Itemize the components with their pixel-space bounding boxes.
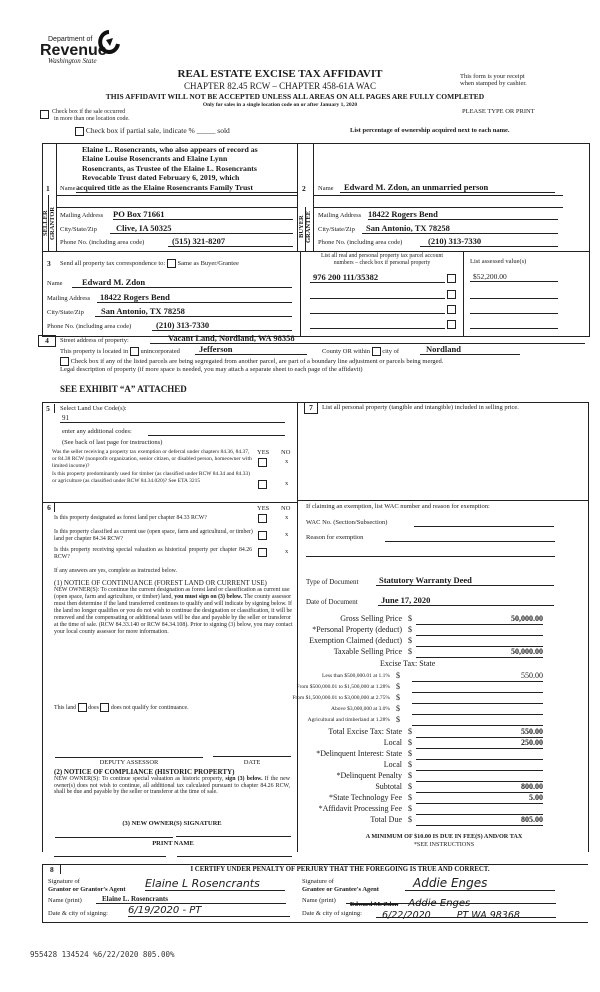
current-use-question: Is this property classified as current use (open space, farm and agricultural, or timber) land per chapter 84.34 RCW? <box>54 529 253 542</box>
assessed-value-field[interactable] <box>470 288 558 299</box>
delinquent-local-field[interactable] <box>416 760 543 771</box>
personal-property-field[interactable] <box>416 625 543 636</box>
yes-header: YES <box>257 449 270 456</box>
tier5-field[interactable] <box>412 715 543 726</box>
taxable-selling-price-label: Taxable Selling Price <box>333 647 402 656</box>
delinquent-state-label: *Delinquent Interest: State <box>316 749 402 758</box>
notice-compliance-text: NEW OWNER(S): To continue special valuation as historic property, <box>54 775 224 782</box>
historical-question: Is this property receiving special valuation as historical property per chapter 84.26 RCW? <box>54 547 252 560</box>
currency-symbol: $ <box>408 738 412 747</box>
new-owner-signature-label: (3) NEW OWNER(S) SIGNATURE <box>122 820 222 827</box>
historical-no-mark[interactable]: x <box>285 548 289 555</box>
document-type-field[interactable]: Statutory Warranty Deed <box>376 575 554 586</box>
correspondence-phone-field[interactable]: (210) 313-7330 <box>152 320 292 331</box>
buyer-side-label: BUYER GRANTEE <box>298 210 312 244</box>
form-only-for: Only for sales in a single location code on or after January 1, 2020 <box>202 102 358 108</box>
grantee-name-struck: Edward M. Zdon <box>350 901 399 908</box>
assessed-value-field[interactable]: $52,200.00 <box>470 272 558 282</box>
subtotal-field[interactable]: 800.00 <box>416 782 543 793</box>
tech-fee-label: *State Technology Fee <box>328 793 402 802</box>
personal-property-checkbox[interactable] <box>447 290 456 299</box>
form-subtitle: CHAPTER 82.45 RCW – CHAPTER 458-61A WAC <box>184 81 376 91</box>
local-row <box>300 738 550 749</box>
logo-dept-text: Department of <box>48 36 93 43</box>
personal-property-checkbox[interactable] <box>447 305 456 314</box>
currency-symbol: $ <box>408 815 412 824</box>
personal-property-label: *Personal Property (deduct) <box>312 625 402 634</box>
taxable-selling-price-field[interactable]: 50,000.00 <box>416 647 543 658</box>
personal-property-label: List all personal property (tangible and intangible) included in selling price. <box>322 404 519 411</box>
same-as-buyer-label: Same as Buyer/Grantee <box>177 259 239 267</box>
property-section-number: 4 <box>38 335 56 347</box>
delinquent-local-row <box>300 760 550 771</box>
processing-fee-field[interactable] <box>416 804 543 815</box>
grantor-date-field[interactable]: 6/19/2020 - PT <box>128 905 290 917</box>
cashier-stamp: 955428 134524 %6/22/2020 805.00% <box>30 950 175 959</box>
street-address-field[interactable]: Vacant Land, Nordland, WA 98358 <box>150 333 585 344</box>
notice-continuance-text: NEW OWNER(S): To continue the current designation as forest land or classification as current use (open space, farm and agriculture, or timber) land, <box>54 587 290 600</box>
notice-compliance-title: (2) NOTICE OF COMPLIANCE (HISTORIC PROPERTY) <box>54 768 235 776</box>
within-city-checkbox[interactable] <box>372 347 381 356</box>
grantor-sig-label-1: Signature of <box>48 878 80 885</box>
street-address-label: Street address of property: <box>60 337 129 344</box>
currency-symbol: $ <box>408 636 412 645</box>
grantee-date-value: 6/22/2020 <box>382 910 431 921</box>
personal-property-checkbox[interactable] <box>447 320 456 329</box>
no-header: NO <box>281 505 291 512</box>
additional-codes-field[interactable] <box>148 427 285 436</box>
does-label: does <box>88 704 99 711</box>
total-due-row <box>300 815 550 826</box>
assessed-value-field[interactable] <box>470 318 558 329</box>
tier5-row <box>300 715 550 726</box>
tax-exemption-question: Was the seller receiving a property tax exemption or deferral under chapters 84.36, 84.37, or 84.38 RCW (nonprofit organization, senior citizen, or disabled person, homeowner with limited income)? <box>52 449 252 469</box>
forest-land-no-mark[interactable]: x <box>285 514 289 521</box>
tech-fee-field[interactable]: 5.00 <box>416 793 543 804</box>
currency-symbol: $ <box>408 793 412 802</box>
grantee-date-field[interactable] <box>376 905 556 921</box>
delinquent-state-row <box>300 749 550 760</box>
currency-symbol: $ <box>396 693 400 702</box>
taxable-selling-price-row <box>300 647 550 658</box>
currency-symbol: $ <box>408 782 412 791</box>
grantee-name-handwritten: Addie Enges <box>408 898 471 909</box>
total-state-label: Total Excise Tax: State <box>328 727 402 736</box>
buyer-phone-field[interactable]: (210) 313-7330 <box>420 236 558 247</box>
personal-property-checkbox[interactable] <box>447 274 456 283</box>
seller-mailing-label: Mailing Address <box>60 212 104 219</box>
currency-symbol: $ <box>396 715 400 724</box>
exhibit-a-text: SEE EXHIBIT “A” ATTACHED <box>60 384 187 394</box>
tier3-label: From $1,500,000.01 to $3,000,000 at 2.75% <box>292 695 390 701</box>
exemption-claimed-row <box>300 636 550 647</box>
reason-field-continued[interactable] <box>306 547 555 557</box>
grantor-name-field[interactable]: Elaine L. Rosencrants <box>96 895 286 904</box>
segregated-row <box>60 357 443 366</box>
delinquent-penalty-row <box>300 771 550 782</box>
correspondence-city-field[interactable]: San Antonio, TX 78258 <box>95 306 292 317</box>
yes-header: YES <box>257 505 270 512</box>
timber-yes-checkbox[interactable] <box>258 480 267 489</box>
seller-name-line: Rosencrants, as Trustee of the Elaine L. Rosencrants <box>82 163 257 173</box>
parcel-number-field[interactable] <box>310 303 445 314</box>
receipt-note <box>460 73 527 87</box>
buyer-city-field[interactable]: San Antonio, TX 78258 <box>362 223 558 234</box>
tier5-label: Agricultural and timberland at 1.28% <box>307 717 390 723</box>
notice-continuance-bold: you must sign on (3) below. <box>174 594 243 600</box>
currency-symbol: $ <box>408 727 412 736</box>
tax-exemption-no-mark[interactable]: x <box>285 458 289 465</box>
does-not-label: does not qualify for continuance. <box>110 704 189 711</box>
tier4-row <box>300 704 550 715</box>
currency-symbol: $ <box>408 625 412 634</box>
processing-fee-label: *Affidavit Processing Fee <box>318 804 402 813</box>
grantee-sig-label-1: Signature of <box>302 878 334 885</box>
county-field[interactable]: Jefferson <box>195 344 307 355</box>
correspondence-mailing-field[interactable]: 18422 Rogers Bend <box>97 292 292 303</box>
grantee-name-label: Name (print) <box>302 897 336 904</box>
correspondence-name-label: Name <box>47 280 63 287</box>
currency-symbol: $ <box>396 704 400 713</box>
currency-symbol: $ <box>396 682 400 691</box>
please-type: PLEASE TYPE OR PRINT <box>462 108 535 115</box>
grantee-name-field[interactable] <box>346 893 556 909</box>
wac-field[interactable] <box>414 517 554 527</box>
dor-logo <box>40 30 110 64</box>
grantee-signature-field[interactable]: Addie Enges <box>405 876 555 891</box>
timber-question: Is this property predominantly used for timber (as classified under RCW 84.34 and 84.33) or agriculture (as classified under RCW 84.34.020)? See ETA 3215 <box>52 471 251 484</box>
gross-selling-price-label: Gross Selling Price <box>340 614 402 623</box>
correspondence-label-text: Send all property tax correspondence to: <box>60 259 166 267</box>
currency-symbol: $ <box>408 647 412 656</box>
deputy-assessor-label: DEPUTY ASSESSOR <box>99 759 159 766</box>
parcels-header-line2: numbers – check box if personal property <box>333 260 431 266</box>
document-date-label: Date of Document <box>306 598 358 606</box>
total-state-row <box>300 727 550 738</box>
unincorporated-label: unincorporated <box>140 347 180 355</box>
currency-symbol: $ <box>408 749 412 758</box>
seller-name-line: acquired title as the Elaine Rosencrants Family Trust <box>76 183 297 193</box>
tier3-row <box>292 693 550 704</box>
gross-selling-price-field[interactable]: 50,000.00 <box>416 614 543 625</box>
buyer-mailing-label: Mailing Address <box>318 212 362 219</box>
seller-side-label: SELLER GRANTOR <box>42 206 56 240</box>
seller-city-field[interactable]: Clive, IA 50325 <box>110 223 293 234</box>
subtotal-label: Subtotal <box>375 782 402 791</box>
total-due-field[interactable]: 805.00 <box>416 815 543 826</box>
see-back-note: (See back of last page for instructions) <box>62 439 163 446</box>
same-as-buyer-checkbox[interactable] <box>167 259 176 268</box>
tax-exemption-yes-checkbox[interactable] <box>258 458 267 467</box>
parcels-header-line1: List all real and personal property tax parcel account <box>320 253 443 259</box>
date-label: DATE <box>243 759 261 766</box>
grantor-signature-label <box>48 878 126 893</box>
buyer-mailing-field[interactable]: 18422 Rogers Bend <box>368 209 558 220</box>
seller-city-label: City/State/Zip <box>60 226 97 233</box>
delinquent-state-field[interactable] <box>416 749 543 760</box>
parcel-number-field[interactable] <box>310 288 445 299</box>
document-type-label: Type of Document <box>306 578 359 586</box>
excise-tax-state-label: Excise Tax: State <box>380 659 436 668</box>
if-yes-note: If any answers are yes, complete as instructed below. <box>54 568 177 574</box>
correspondence-phone-label: Phone No. (including area code) <box>47 323 132 330</box>
minimum-due-note: A MINIMUM OF $10.00 IS DUE IN FEE(S) AND/OR TAX <box>365 833 523 840</box>
processing-fee-row <box>300 804 550 815</box>
logo-revenue-text: Revenue <box>40 42 107 59</box>
this-land-label: This land <box>54 704 77 711</box>
forest-land-question: Is this property designated as forest land per chapter 84.33 RCW? <box>54 515 207 521</box>
current-use-no-mark[interactable]: x <box>285 531 289 538</box>
city-field[interactable]: Nordland <box>420 344 520 355</box>
form-warning: THIS AFFIDAVIT WILL NOT BE ACCEPTED UNLESS ALL AREAS ON ALL PAGES ARE FULLY COMPLETED <box>105 92 485 101</box>
currency-symbol: $ <box>396 671 400 680</box>
gross-selling-price-row <box>300 614 550 625</box>
historical-yes-checkbox[interactable] <box>258 548 267 557</box>
multi-location-checkbox[interactable] <box>40 110 49 119</box>
unincorporated-checkbox[interactable] <box>130 347 139 356</box>
seller-phone-field[interactable]: (515) 321-8207 <box>168 236 293 247</box>
local-field[interactable]: 250.00 <box>416 738 543 749</box>
currency-symbol: $ <box>408 771 412 780</box>
land-use-section-number: 5 <box>42 404 55 413</box>
exemption-claimed-field[interactable] <box>416 636 543 647</box>
notice-compliance <box>54 769 290 796</box>
exemption-label: If claiming an exemption, list WAC number and reason for exemption: <box>306 503 490 510</box>
reason-field[interactable] <box>385 532 555 542</box>
personal-property-row <box>300 625 550 636</box>
dor-emblem-icon <box>98 30 120 54</box>
does-not-qualify-checkbox[interactable] <box>100 703 109 712</box>
correspondence-city-label: City/State/Zip <box>47 309 84 316</box>
seller-phone-label: Phone No. (including area code) <box>60 239 145 246</box>
tier2-field[interactable] <box>412 682 543 693</box>
wac-label: WAC No. (Section/Subsection) <box>306 519 388 526</box>
parcel-number-field[interactable]: 976 200 111/35382 <box>310 272 445 283</box>
partial-sale-label: Check box if partial sale, indicate % _____ sold <box>85 126 230 135</box>
document-date-field[interactable]: June 17, 2020 <box>378 595 554 606</box>
seller-name-line: Elaine Louise Rosencrants and Elaine Lynn <box>82 154 228 164</box>
currency-symbol: $ <box>408 760 412 769</box>
logo-state-text: Washington State <box>48 57 97 65</box>
subtotal-row <box>300 782 550 793</box>
see-instructions-note: *SEE INSTRUCTIONS <box>413 841 475 848</box>
receipt-note-line2: when stamped by cashier. <box>460 80 527 87</box>
current-use-yes-checkbox[interactable] <box>258 531 267 540</box>
notice-continuance <box>54 580 294 636</box>
tier4-label: Above $3,000,000 at 3.0% <box>331 706 390 712</box>
delinquent-penalty-field[interactable] <box>416 771 543 782</box>
assessed-value-field[interactable] <box>470 303 558 314</box>
tier1-row <box>300 671 550 682</box>
grantee-signature-label <box>302 878 379 893</box>
seller-name-label: Name <box>60 185 76 192</box>
timber-no-mark[interactable]: x <box>285 480 289 487</box>
form-title: REAL ESTATE EXCISE TAX AFFIDAVIT <box>177 68 383 80</box>
currency-symbol: $ <box>408 804 412 813</box>
certification-statement: I CERTIFY UNDER PENALTY OF PERJURY THAT THE FOREGOING IS TRUE AND CORRECT. <box>190 866 490 873</box>
county-or-within-label: County OR within <box>322 347 371 355</box>
exemption-claimed-label: Exemption Claimed (deduct) <box>309 636 402 645</box>
tier4-field[interactable] <box>412 704 543 715</box>
does-qualify-checkbox[interactable] <box>78 703 87 712</box>
land-use-code-field[interactable]: 91 <box>60 414 285 423</box>
certification-section-number: 8 <box>50 865 54 874</box>
seller-name-value <box>76 145 297 193</box>
grantee-city-value: PT WA 98368 <box>456 910 520 921</box>
assessed-value-header: List assessed value(s) <box>470 258 527 265</box>
list-percentage-note: List percentage of ownership acquired next to each name. <box>350 127 510 134</box>
correspondence-name-field[interactable]: Edward M. Zdon <box>72 277 292 288</box>
seller-name-line: Elaine L. Rosencrants, who also appears of record as <box>82 145 258 154</box>
correspondence-label <box>60 259 239 268</box>
grantor-date-label: Date & city of signing: <box>48 910 108 917</box>
notice-compliance-bold: sign (3) below. <box>225 775 263 782</box>
tier3-field[interactable] <box>412 693 543 704</box>
delinquent-local-label: Local <box>383 760 402 769</box>
segregated-checkbox[interactable] <box>60 357 69 366</box>
located-in-label: This property is located in <box>60 347 129 355</box>
land-use-label: Select Land Use Code(s): <box>60 405 127 412</box>
partial-sale-checkbox[interactable] <box>75 127 84 136</box>
reason-label: Reason for exemption <box>306 534 364 541</box>
notice-continuance-text-2: The county assessor must then determine if the land transferred continues to qualify and will indicate by signing below. If the land no longer qualifies or you do not wish to continue the designation or classification, it will be removed and the compensating or additional taxes will be due and payable by the seller or transferor at the time of sale. (RCW 84.33.140 or RCW 84.34.108). Prior to signing (3) below, you may contact your local county assessor for more information. <box>54 594 293 635</box>
notice-compliance-text-2: If the new owner(s) does not wish to continue, all additional tax calculated pursuant to chapter 84.26 RCW, shall be due and payable by the seller or transferor at the time of sale. <box>54 775 290 796</box>
buyer-section-number: 2 <box>302 184 306 193</box>
city-of-label: city of <box>382 347 400 355</box>
receipt-note-line1: This form is your receipt <box>460 73 525 80</box>
grantor-sig-label-2: Grantor or Grantor's Agent <box>48 885 126 893</box>
tier1-field[interactable]: 550.00 <box>412 671 543 682</box>
buyer-name-field[interactable]: Edward M. Zdon, an unmarried person <box>340 182 555 193</box>
seller-name-line: Revocable Trust dated February 6, 2019, which <box>82 173 240 183</box>
grantor-signature-field[interactable]: Elaine L Rosencrants <box>145 877 285 891</box>
tier2-row <box>296 682 550 693</box>
no-header: NO <box>281 449 291 456</box>
designation-section-number: 6 <box>44 503 55 512</box>
personal-property-section-number: 7 <box>304 403 318 414</box>
buyer-phone-label: Phone No. (including area code) <box>318 239 403 246</box>
multi-location-label-2: in more than one location code. <box>54 116 130 122</box>
currency-symbol: $ <box>408 614 412 623</box>
tier2-label: From $500,000.01 to $1,500,000 at 1.28% <box>296 684 390 690</box>
total-state-field[interactable]: 550.00 <box>416 727 543 738</box>
local-label: Local <box>383 738 402 747</box>
forest-land-yes-checkbox[interactable] <box>258 514 267 523</box>
buyer-name-label: Name <box>318 185 334 192</box>
legal-description-label: Legal description of property (if more space is needed, you may attach a separate sheet to each page of the affidavit) <box>60 366 363 373</box>
segregated-label: Check box if any of the listed parcels are being segregated from another parcel, are part of a boundary line adjustment or parcels being merged. <box>70 357 444 365</box>
seller-section-number: 1 <box>46 184 50 193</box>
located-in-row <box>60 347 180 356</box>
seller-mailing-field[interactable]: PO Box 71661 <box>113 209 293 220</box>
grantee-date-label: Date & city of signing: <box>302 910 362 917</box>
multi-location-label-1: Check box if the sale occurred <box>52 109 126 115</box>
qualify-row <box>54 703 189 712</box>
total-due-label: Total Due <box>370 815 402 824</box>
print-name-label: PRINT NAME <box>152 840 194 847</box>
correspondence-mailing-label: Mailing Address <box>47 295 91 302</box>
tech-fee-row <box>300 793 550 804</box>
buyer-city-label: City/State/Zip <box>318 226 355 233</box>
tier1-label: Less than $500,000.01 at 1.1% <box>322 673 390 679</box>
parcels-header <box>301 253 463 267</box>
additional-codes-label: enter any additional codes: <box>62 428 132 435</box>
partial-sale-row[interactable] <box>75 126 230 136</box>
within-city-row <box>322 347 399 356</box>
notice-continuance-title: (1) NOTICE OF CONTINUANCE (FOREST LAND OR CURRENT USE) <box>54 579 267 587</box>
grantee-sig-label-2: Grantee or Grantee's Agent <box>302 885 379 893</box>
parcel-number-field[interactable] <box>310 318 445 329</box>
grantor-name-label: Name (print) <box>48 897 82 904</box>
correspondence-section-number: 3 <box>47 259 51 268</box>
delinquent-penalty-label: *Delinquent Penalty <box>336 771 402 780</box>
